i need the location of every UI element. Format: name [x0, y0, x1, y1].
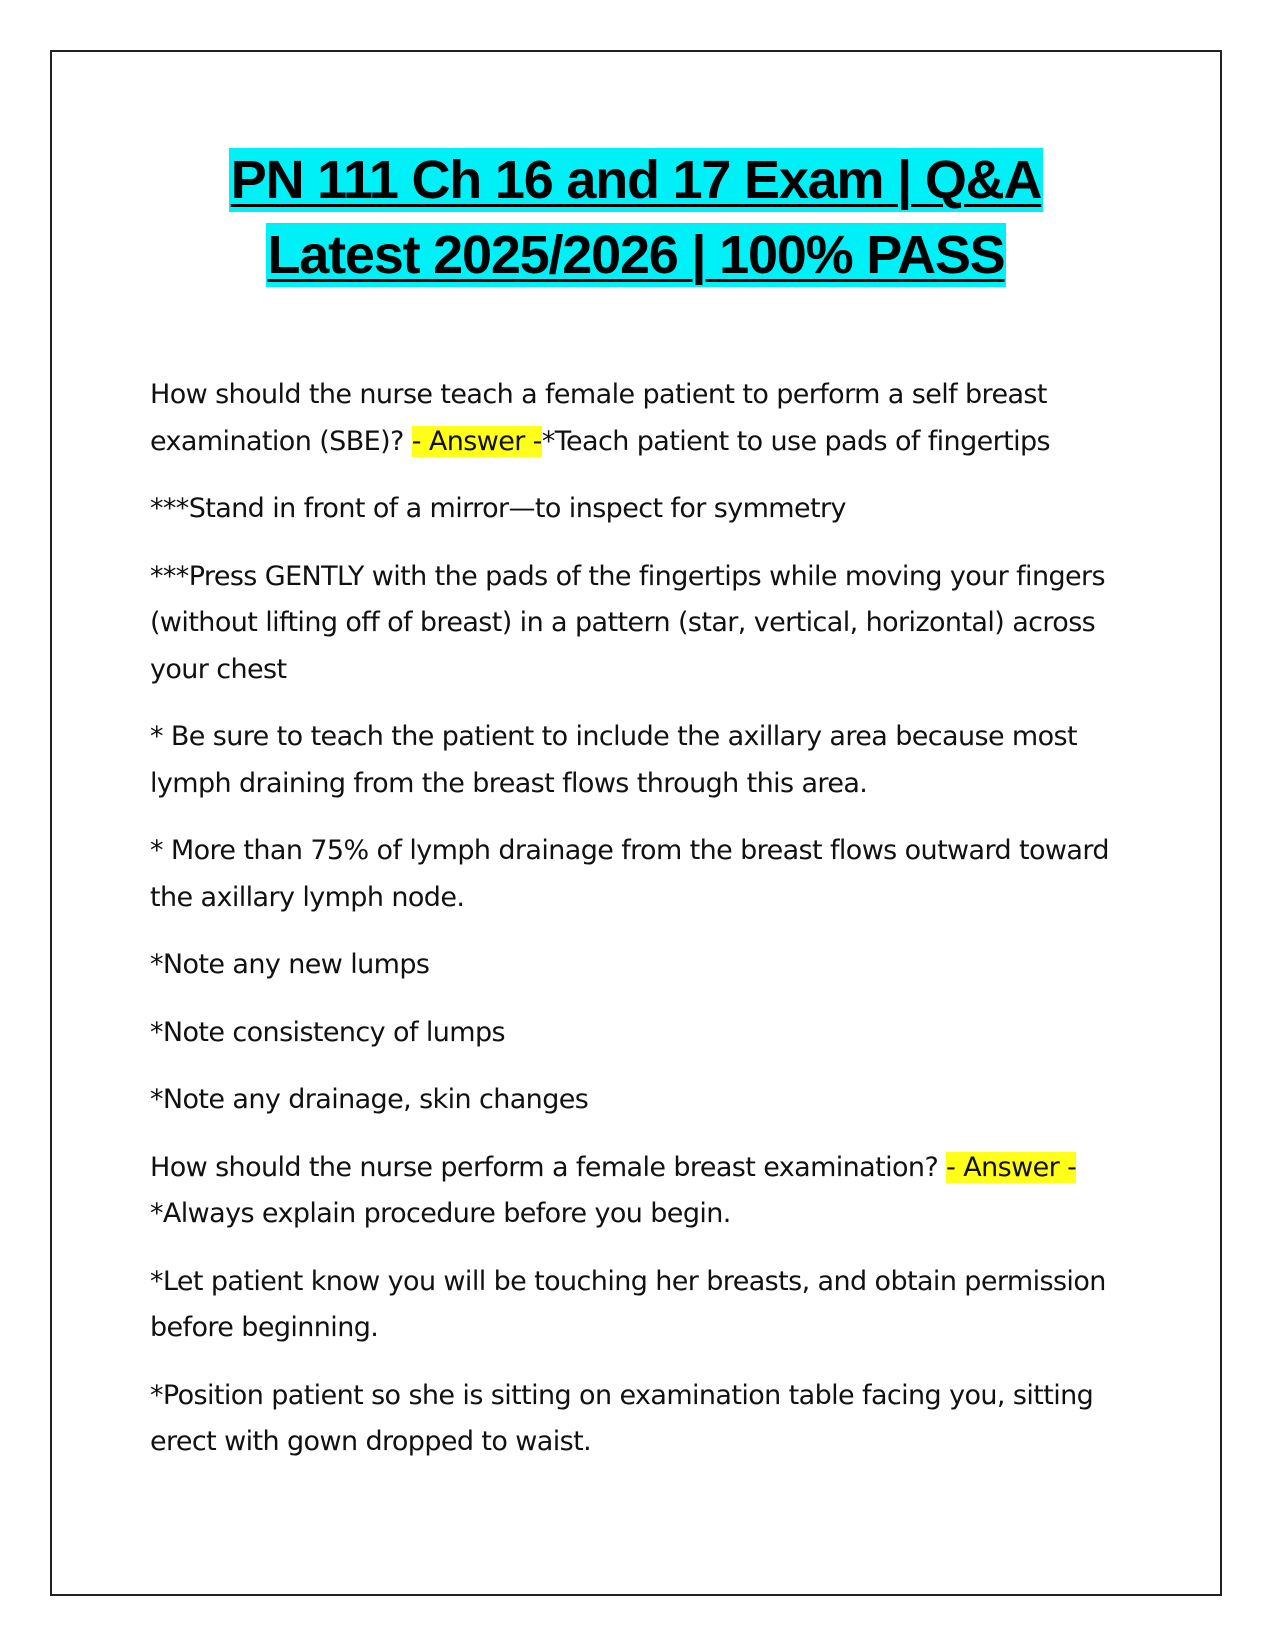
question-1-text: How should the nurse teach a female patient to perform a self breast examination (SBE)? — [150, 379, 1047, 457]
answer-marker-2: - Answer - — [946, 1151, 1077, 1183]
answer-1-point-6: *Note consistency of lumps — [150, 1016, 505, 1048]
document-title — [50, 148, 1222, 298]
question-1 — [150, 372, 1130, 465]
answer-2-point-2: *Position patient so she is sitting on examination table facing you, sitting erect with gown dropped to waist. — [150, 1379, 1094, 1457]
answer-2-point-1: *Let patient know you will be touching her breasts, and obtain permission before beginning. — [150, 1265, 1106, 1343]
answer-1-point-4: * More than 75% of lymph drainage from the breast flows outward toward the axillary lymph node. — [150, 835, 1109, 913]
answer-1-start: *Teach patient to use pads of fingertips — [541, 425, 1051, 457]
answer-1-point-5: *Note any new lumps — [150, 949, 430, 980]
answer-2-start: *Always explain procedure before you begin. — [150, 1198, 731, 1229]
answer-1-point-1: ***Stand in front of a mirror—to inspect for symmetry — [150, 493, 846, 524]
document-body — [150, 372, 1130, 1487]
question-2-text: How should the nurse perform a female breast examination? — [150, 1151, 947, 1183]
title-line-1: PN 111 Ch 16 and 17 Exam | Q&A — [230, 150, 1042, 210]
answer-marker-1: - Answer - — [411, 425, 542, 457]
question-2 — [150, 1145, 1130, 1238]
answer-1-point-7: *Note any drainage, skin changes — [150, 1084, 589, 1115]
answer-1-point-2: ***Press GENTLY with the pads of the fingertips while moving your fingers (without lifting off of breast) in a pattern (star, vertical, horizontal) across your chest — [150, 560, 1105, 685]
title-line-2: Latest 2025/2026 | 100% PASS — [267, 225, 1005, 285]
answer-1-point-3: * Be sure to teach the patient to include the axillary area because most lymph draining from the breast flows through this area. — [150, 721, 1078, 799]
